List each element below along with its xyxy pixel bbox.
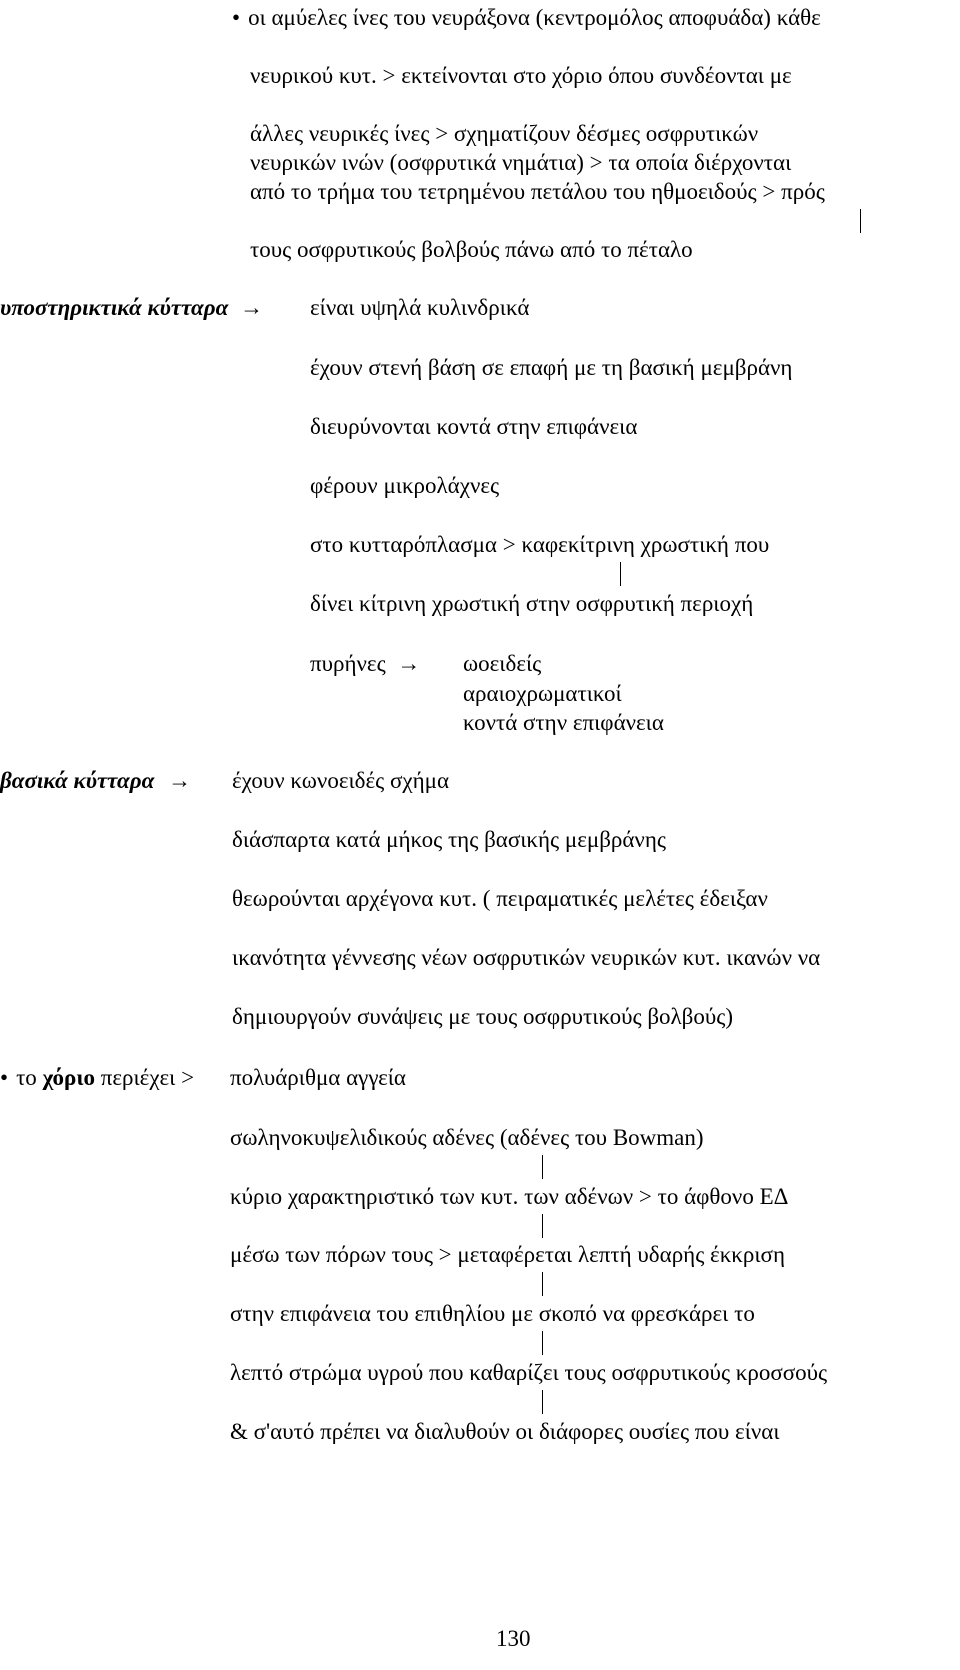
nerve-fibers-line-1: • οι αμύελες ίνες του νευράξονα (κεντρομόλος αποφυάδα) κάθε xyxy=(232,5,821,30)
supporting-cells-heading-row xyxy=(0,294,263,322)
basal-cells-heading: βασικά κύτταρα xyxy=(0,768,155,793)
basal-cells-line-5: δημιουργούν συνάψεις με τους οσφρυτικούς βολβούς) xyxy=(232,1004,734,1029)
nerve-fibers-line-5: από το τρήμα του τετρημένου πετάλου του ηθμοειδούς > πρός xyxy=(250,179,825,204)
chorion-line-7: & σ'αυτό πρέπει να διαλυθούν οι διάφορες ουσίες που είναι xyxy=(230,1419,780,1444)
supporting-cells-line-4: φέρουν μικρολάχνες xyxy=(310,473,500,498)
nuclei-label-row xyxy=(310,650,420,678)
basal-cells-line-1: έχουν κωνοειδές σχήμα xyxy=(232,768,450,793)
nerve-fibers-line-2: νευρικού κυτ. > εκτείνονται στο χόριο όπου συνδέονται με xyxy=(250,63,792,88)
chorion-line-4: μέσω των πόρων τους > μεταφέρεται λεπτή υδαρής έκκριση xyxy=(230,1242,785,1267)
chorion-line-3: κύριο χαρακτηριστικό των κυτ. των αδένων > το άφθονο ΕΔ xyxy=(230,1184,789,1209)
basal-cells-line-3: θεωρούνται αρχέγονα κυτ. ( πειραματικές μελέτες έδειξαν xyxy=(232,886,768,911)
connector-line xyxy=(542,1331,543,1355)
basal-cells-line-4: ικανότητα γέννεσης νέων οσφρυτικών νευρικών κυτ. ικανών να xyxy=(232,945,821,970)
connector-line xyxy=(542,1214,543,1238)
nuclei-item-2: αραιοχρωματικοί xyxy=(463,681,622,706)
chorion-prefix: το xyxy=(16,1065,37,1090)
chorion-line-5: στην επιφάνεια του επιθηλίου με σκοπό να φρεσκάρει το xyxy=(230,1301,755,1326)
supporting-cells-line-1: είναι υψηλά κυλινδρικά xyxy=(310,295,530,320)
arrow-icon: → xyxy=(397,651,421,676)
nerve-fibers-line-4: νευρικών ινών (οσφρυτικά νημάτια) > τα οποία διέρχονται xyxy=(250,150,792,175)
nuclei-item-1: ωοειδείς xyxy=(463,651,542,676)
supporting-cells-line-3: διευρύνονται κοντά στην επιφάνεια xyxy=(310,414,638,439)
arrow-icon: → xyxy=(168,768,192,793)
nuclei-label: πυρήνες xyxy=(310,651,386,676)
connector-line xyxy=(542,1390,543,1414)
page-number: 130 xyxy=(496,1626,531,1651)
chorion-line-6: λεπτό στρώμα υγρού που καθαρίζει τους οσφρυτικούς κροσσούς xyxy=(230,1360,828,1385)
chorion-bold-word: χόριο xyxy=(42,1065,95,1090)
basal-cells-heading-row xyxy=(0,767,191,795)
supporting-cells-line-2: έχουν στενή βάση σε επαφή με τη βασική μεμβράνη xyxy=(310,355,793,380)
supporting-cells-line-5: στο κυτταρόπλασμα > καφεκίτρινη χρωστική που xyxy=(310,532,770,557)
bullet-icon: • xyxy=(232,5,241,30)
chorion-line-2: σωληνοκυψελιδικούς αδένες (αδένες του Bowman) xyxy=(230,1125,704,1150)
nerve-fibers-line-3: άλλες νευρικές ίνες > σχηματίζουν δέσμες οσφρυτικών xyxy=(250,121,759,146)
nerve-fibers-line-6: τους οσφρυτικούς βολβούς πάνω από το πέταλο xyxy=(250,237,693,262)
chorion-line-1: πολυάριθμα αγγεία xyxy=(230,1065,406,1090)
nuclei-item-3: κοντά στην επιφάνεια xyxy=(463,710,664,735)
connector-line xyxy=(542,1155,543,1179)
connector-line xyxy=(542,1272,543,1296)
connector-line xyxy=(860,209,861,233)
chorion-suffix: περιέχει > xyxy=(100,1065,195,1090)
supporting-cells-heading: υποστηρικτικά κύτταρα xyxy=(0,295,229,320)
arrow-icon: → xyxy=(240,295,264,320)
connector-line xyxy=(620,562,621,586)
basal-cells-line-2: διάσπαρτα κατά μήκος της βασικής μεμβράνης xyxy=(232,827,666,852)
chorion-heading-row xyxy=(0,1064,194,1092)
supporting-cells-line-6: δίνει κίτρινη χρωστική στην οσφρυτική περιοχή xyxy=(310,591,754,616)
bullet-icon: • xyxy=(0,1065,9,1090)
